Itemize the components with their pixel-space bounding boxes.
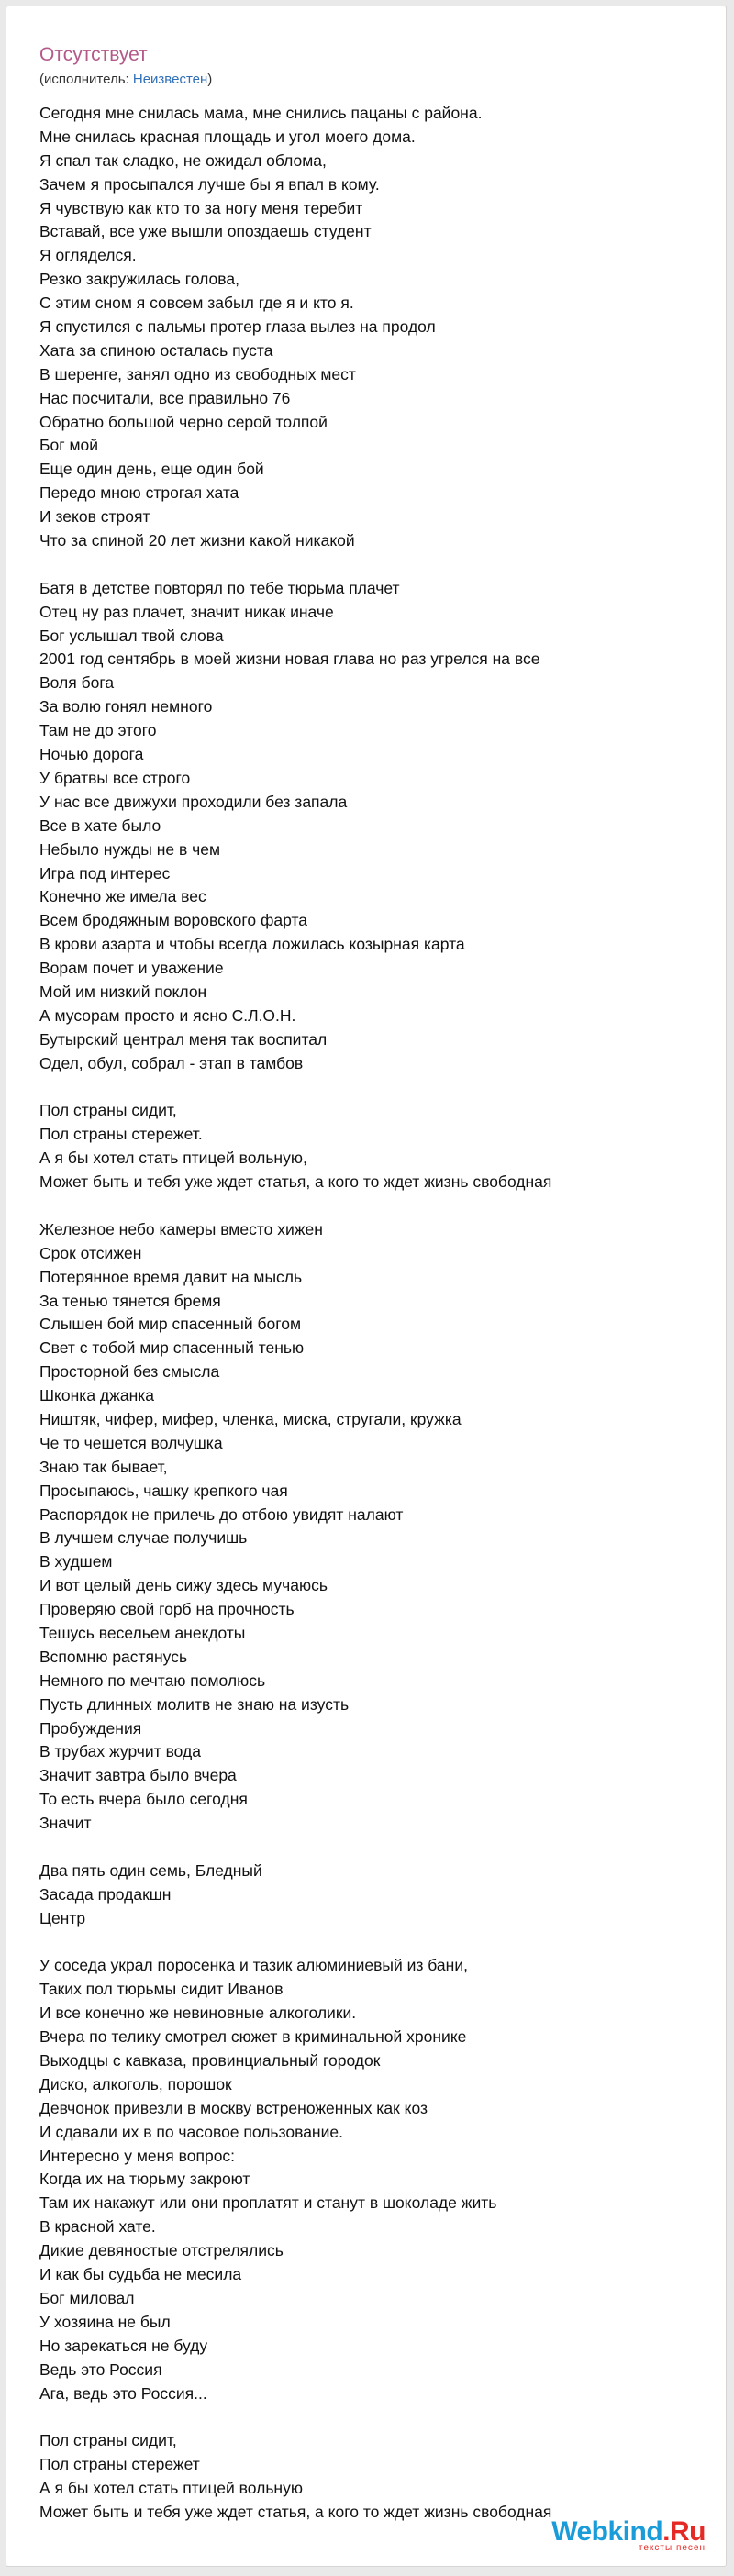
lyrics-text	[39, 102, 718, 2525]
lyric-line: И вот целый день сижу здесь мучаюсь	[39, 1576, 328, 1595]
lyric-line: Бог миловал	[39, 2288, 135, 2307]
lyric-line: А я бы хотел стать птицей вольную,	[39, 1149, 307, 1168]
stanza-break	[39, 1931, 718, 1955]
lyric-line: Бог мой	[39, 436, 99, 455]
lyric-line: Может быть и тебя уже ждет статья, а кого то ждет жизнь свободная	[39, 2502, 552, 2521]
lyric-line: Еще один день, еще один бой	[39, 460, 264, 479]
lyric-line: За волю гонял немного	[39, 697, 213, 716]
lyric-line: В красной хате.	[39, 2217, 156, 2237]
lyric-line: Там их накажут или они проплатят и станут в шоколаде жить	[39, 2193, 497, 2213]
performer-suffix: )	[207, 72, 213, 87]
lyric-line: Ведь это Россия	[39, 2359, 162, 2379]
lyric-line: У нас все движухи проходили без запала	[39, 792, 348, 811]
lyric-line: Все в хате было	[39, 816, 161, 835]
lyric-line: Зачем я просыпался лучше бы я впал в кому.	[39, 174, 380, 194]
lyric-line: Игра под интерес	[39, 863, 171, 883]
performer-link[interactable]: Неизвестен	[132, 72, 208, 87]
lyric-line: Пол страны сидит,	[39, 2431, 177, 2450]
lyric-line: Пол страны стережет	[39, 2455, 200, 2474]
lyric-line: Диско, алкоголь, порошок	[39, 2074, 232, 2093]
lyric-line: Мне снилась красная площадь и угол моего дома.	[39, 127, 416, 146]
lyric-line: Потерянное время давит на мысль	[39, 1267, 303, 1286]
lyric-line: Одел, обул, собрал - этап в тамбов	[39, 1053, 304, 1072]
lyric-line: Распорядок не прилечь до отбою увидят налают	[39, 1505, 404, 1524]
lyric-line: 2001 год сентябрь в моей жизни новая глава но раз угрелся на все	[39, 650, 540, 669]
lyric-line: Резко закружилась голова,	[39, 270, 239, 289]
stanza-break	[39, 553, 718, 577]
lyric-line: Там не до этого	[39, 721, 157, 740]
performer-prefix: (исполнитель:	[39, 72, 133, 87]
lyric-line: Вставай, все уже вышли опоздаешь студент	[39, 222, 372, 241]
song-title: Отсутствует	[39, 44, 148, 65]
lyric-line: Воля бога	[39, 673, 115, 693]
logo-part-kind: kind	[607, 2516, 663, 2547]
lyric-line: Хата за спиною осталась пуста	[39, 340, 273, 360]
lyric-line: Дикие девяностые отстрелялись	[39, 2241, 284, 2260]
stanza-break	[39, 1836, 718, 1860]
lyric-line: Знаю так бывает,	[39, 1457, 168, 1476]
lyric-line: Просторной без смысла	[39, 1362, 220, 1382]
lyric-line: И все конечно же невиновные алкоголики.	[39, 2004, 357, 2023]
stanza-break	[39, 1076, 718, 1100]
lyric-line: И сдавали их в по часовое пользование.	[39, 2122, 343, 2141]
lyric-line: Ворам почет и уважение	[39, 959, 224, 978]
lyric-line: Центр	[39, 1908, 86, 1927]
lyric-line: Может быть и тебя уже ждет статья, а кого то ждет жизнь свободная	[39, 1172, 552, 1192]
lyrics-card	[6, 6, 727, 2567]
lyric-line: Железное небо камеры вместо хижен	[39, 1219, 323, 1238]
lyric-line: В трубах журчит вода	[39, 1742, 201, 1761]
lyric-line: Слышен бой мир спасенный богом	[39, 1315, 302, 1334]
lyric-line: И как бы судьба не месила	[39, 2265, 242, 2284]
lyric-line: И зеков строят	[39, 507, 150, 527]
lyric-line: Вспомню растянусь	[39, 1647, 188, 1666]
lyric-line: Выходцы с кавказа, провинциальный городок	[39, 2051, 381, 2071]
lyric-line: Срок отсижен	[39, 1243, 142, 1262]
lyric-line: Шконка джанка	[39, 1386, 155, 1405]
lyric-line: Пусть длинных молитв не знаю на изусть	[39, 1694, 350, 1714]
lyric-line: А я бы хотел стать птицей вольную	[39, 2479, 303, 2498]
lyric-line: Ага, ведь это Россия...	[39, 2383, 207, 2403]
lyric-line: Девчонок привезли в москву встреноженных как коз	[39, 2098, 428, 2117]
performer-line	[39, 71, 212, 89]
stanza-break	[39, 2405, 718, 2429]
lyric-line: Два пять один семь, Бледный	[39, 1860, 262, 1880]
lyric-line: В худшем	[39, 1552, 113, 1571]
logo-tagline: тексты песен	[638, 2543, 706, 2553]
lyric-line: Бог услышал твой слова	[39, 626, 224, 645]
lyric-line: Я спал так сладко, не ожидал облома,	[39, 150, 327, 170]
stanza-break	[39, 1194, 718, 1218]
lyric-line: Но зарекаться не буду	[39, 2336, 208, 2355]
lyric-line: А мусорам просто и ясно С.Л.О.Н.	[39, 1005, 296, 1025]
lyric-line: Отец ну раз плачет, значит никак иначе	[39, 602, 334, 621]
lyric-line: Всем бродяжным воровского фарта	[39, 911, 308, 930]
lyric-line: Передо мною строгая хата	[39, 483, 239, 503]
lyric-line: У хозяина не был	[39, 2312, 171, 2331]
lyric-line: Тешусь весельем анекдоты	[39, 1624, 246, 1642]
lyric-line: Конечно же имела вес	[39, 887, 206, 906]
lyric-line: Что за спиной 20 лет жизни какой никакой	[39, 531, 355, 550]
lyric-line: Батя в детстве повторял по тебе тюрьма плачет	[39, 578, 400, 597]
lyric-line: За тенью тянется бремя	[39, 1291, 221, 1310]
logo-part-ru: .Ru	[662, 2516, 706, 2547]
lyric-line: Че то чешется волчушка	[39, 1433, 223, 1452]
lyric-line: В шеренге, занял одно из свободных мест	[39, 364, 356, 383]
lyric-line: У соседа украл поросенка и тазик алюминиевый из бани,	[39, 1956, 468, 1975]
lyric-line: Сегодня мне снилась мама, мне снились пацаны с района.	[39, 104, 483, 122]
lyric-line: Значит завтра было вчера	[39, 1766, 237, 1785]
lyric-line: Небыло нужды не в чем	[39, 839, 221, 859]
lyric-line: Мой им низкий поклон	[39, 982, 207, 1001]
lyric-line: Немного по мечтаю помолюсь	[39, 1671, 266, 1690]
lyric-line: Я огляделся.	[39, 246, 137, 265]
lyric-line: Значит	[39, 1814, 92, 1833]
webkind-logo[interactable]	[551, 2517, 706, 2553]
lyric-line: Когда их на тюрьму закроют	[39, 2170, 250, 2189]
lyric-line: Я спустился с пальмы протер глаза вылез на продол	[39, 317, 436, 337]
lyric-line: Пол страны стережет.	[39, 1125, 203, 1144]
lyric-line: Интересно у меня вопрос:	[39, 2146, 236, 2165]
lyric-line: Пол страны сидит,	[39, 1101, 177, 1120]
lyric-line: В лучшем случае получишь	[39, 1528, 248, 1548]
lyric-line: Проверяю свой горб на прочность	[39, 1600, 295, 1619]
lyric-line: Нас посчитали, все правильно 76	[39, 388, 291, 407]
lyric-line: У братвы все строго	[39, 768, 191, 787]
lyric-line: Свет с тобой мир спасенный тенью	[39, 1338, 305, 1358]
lyric-line: Я чувствую как кто то за ногу меня теребит	[39, 198, 363, 217]
lyric-line: Пробуждения	[39, 1718, 142, 1738]
lyric-line: В крови азарта и чтобы всегда ложилась козырная карта	[39, 935, 465, 954]
lyric-line: То есть вчера было сегодня	[39, 1790, 248, 1809]
lyric-line: Бутырский централ меня так воспитал	[39, 1029, 328, 1049]
lyric-line: Ночью дорога	[39, 745, 144, 764]
lyric-line: Таких пол тюрьмы сидит Иванов	[39, 1980, 284, 1999]
lyric-line: Просыпаюсь, чашку крепкого чая	[39, 1481, 288, 1500]
lyric-line: Засада продакшн	[39, 1884, 172, 1904]
lyric-line: Обратно большой черно серой толпой	[39, 412, 328, 431]
lyric-line: Ништяк, чифер, мифер, членка, миска, стругали, кружка	[39, 1409, 462, 1428]
lyric-line: Вчера по телику смотрел сюжет в криминальной хронике	[39, 2027, 467, 2047]
lyric-line: С этим сном я совсем забыл где я и кто я.	[39, 294, 354, 313]
logo-part-web: Web	[551, 2516, 608, 2547]
